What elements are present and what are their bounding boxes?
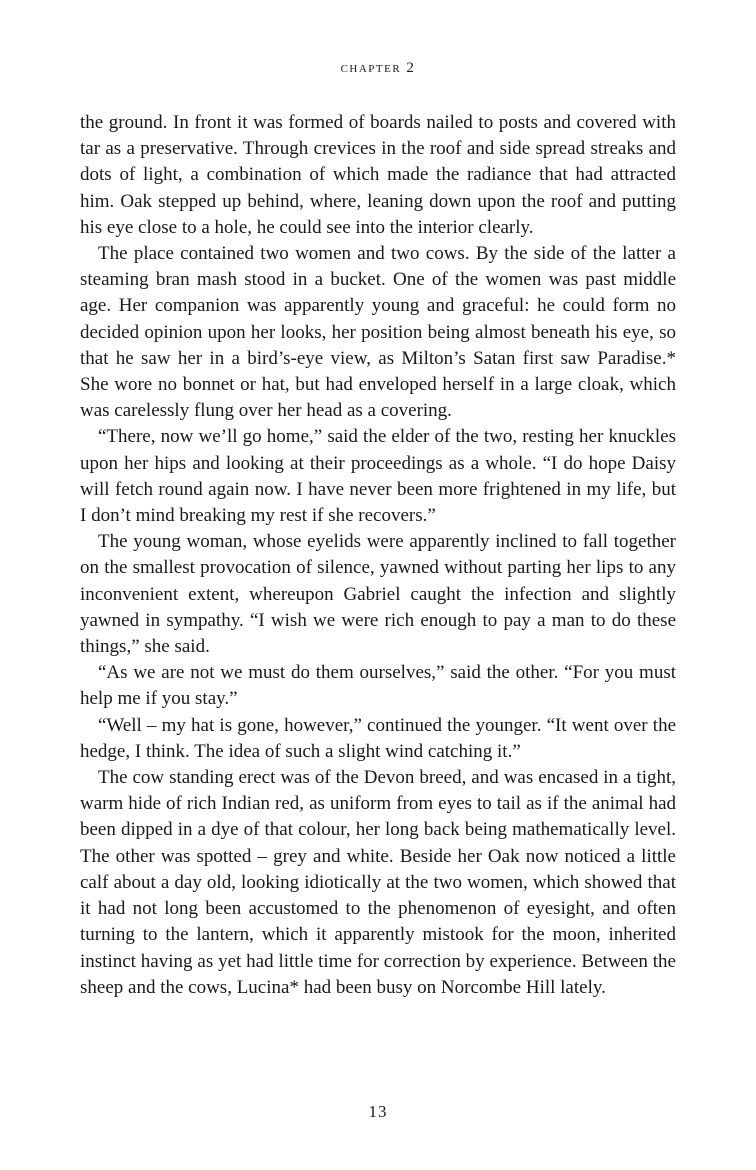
running-head: chapter 2 [340, 60, 416, 76]
paragraph: “There, now we’ll go home,” said the elder of the two, resting her knuckles upon her hips and looking at their proceedings as a whole. “I do hope Daisy will fetch round again now. I have never been more frightened in my life, but I don’t mind breaking my rest if she recovers.” [80, 426, 676, 527]
paragraph: “Well – my hat is gone, however,” continued the younger. “It went over the hedge, I think. The idea of such a slight wind catching it.” [80, 714, 676, 762]
body-text [80, 110, 676, 1001]
page-number: 13 [368, 1102, 388, 1121]
paragraph: “As we are not we must do them ourselves,” said the other. “For you must help me if you stay.” [80, 662, 676, 710]
paragraph: The young woman, whose eyelids were apparently inclined to fall together on the smallest provocation of silence, yawned without parting her lips to any inconvenient extent, whereupon Gabriel caught the infection and slightly yawned in sympathy. “I wish we were rich enough to pay a man to do these things,” she said. [80, 531, 676, 658]
paragraph: The cow standing erect was of the Devon breed, and was encased in a tight, warm hide of rich Indian red, as uniform from eyes to tail as if the animal had been dipped in a dye of that colour, her long back being mathematically level. The other was spotted – grey and white. Beside her Oak now noticed a little calf about a day old, looking idiotically at the two women, which showed that it had not long been accustomed to the phenomenon of eyesight, and often turning to the lantern, which it apparently mistook for the moon, inherited instinct having as yet had little time for correction by experience. Between the sheep and the cows, Lucina* had been busy on Norcombe Hill lately. [80, 767, 676, 998]
paragraph: the ground. In front it was formed of boards nailed to posts and covered with tar as a preservative. Through crevices in the roof and side spread streaks and dots of light, a combination of which made the radiance that had attracted him. Oak stepped up behind, where, leaning down upon the roof and putting his eye close to a hole, he could see into the interior clearly. [80, 112, 676, 238]
paragraph: The place contained two women and two cows. By the side of the latter a steaming bran mash stood in a bucket. One of the women was past middle age. Her companion was apparently young and graceful: he could form no decided opinion upon her looks, her position being almost beneath his eye, so that he saw her in a bird’s-eye view, as Milton’s Satan first saw Paradise.* She wore no bonnet or hat, but had enveloped herself in a large cloak, which was carelessly flung over her head as a covering. [80, 243, 676, 422]
